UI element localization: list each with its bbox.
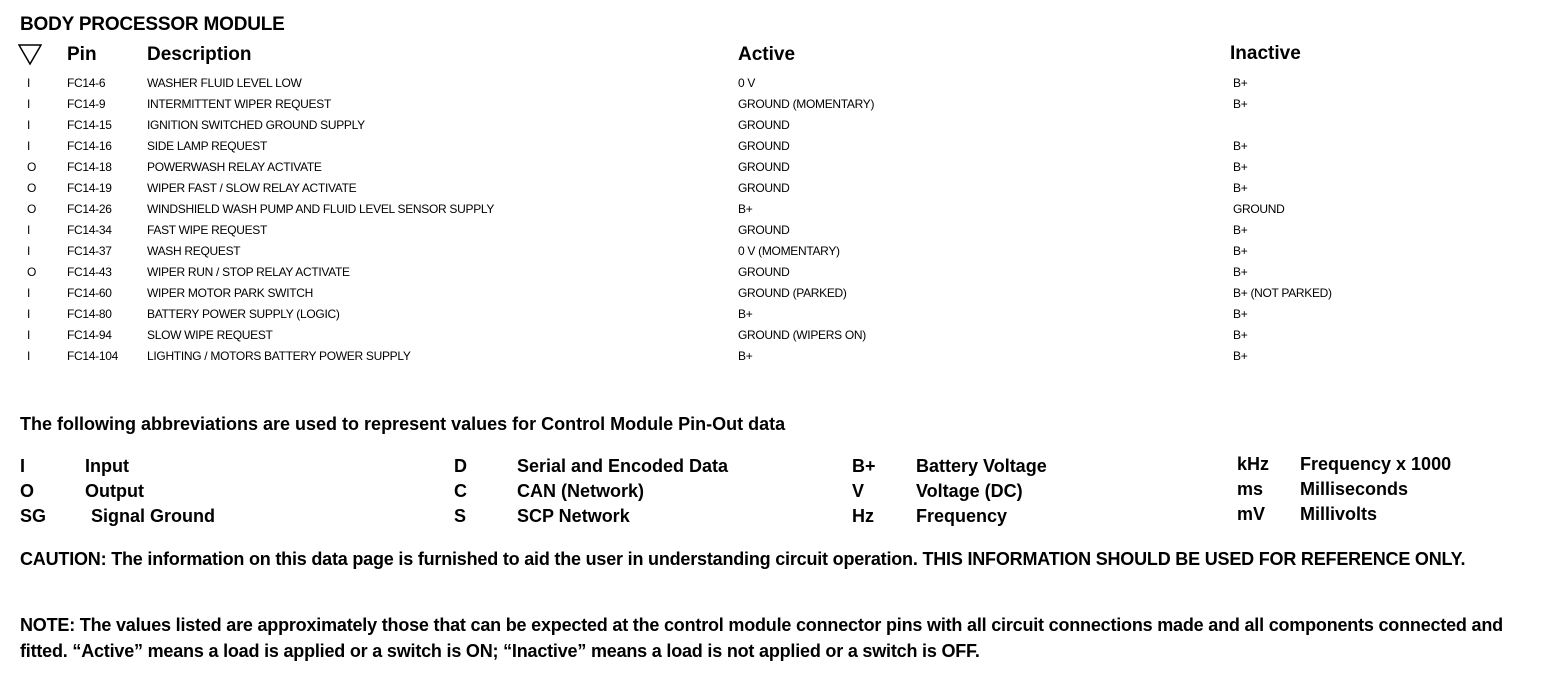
table-row xyxy=(0,160,1568,180)
pin-cell: FC14-43 xyxy=(67,265,112,279)
abbr-meaning: Battery Voltage xyxy=(916,456,1047,476)
page-title: BODY PROCESSOR MODULE xyxy=(20,14,285,35)
abbr-code: S xyxy=(454,506,467,526)
io-cell: I xyxy=(27,349,31,363)
table-row xyxy=(0,349,1568,369)
active-cell: B+ xyxy=(738,202,753,216)
inactive-cell: B+ xyxy=(1233,349,1248,363)
description-cell: WASH REQUEST xyxy=(147,244,241,258)
io-cell: I xyxy=(27,307,31,321)
inactive-cell: B+ xyxy=(1233,181,1248,195)
inactive-cell: B+ xyxy=(1233,139,1248,153)
table-row xyxy=(0,118,1568,138)
pin-cell: FC14-34 xyxy=(67,223,112,237)
inactive-cell: B+ xyxy=(1233,97,1248,111)
caution-text: CAUTION: The information on this data page is furnished to aid the user in understanding circuit operation. THIS INFORMATION SHOULD BE USED FOR REFERENCE ONLY. xyxy=(20,549,1466,569)
pin-cell: FC14-9 xyxy=(67,97,106,111)
active-cell: GROUND xyxy=(738,223,790,237)
inactive-cell: B+ xyxy=(1233,160,1248,174)
active-cell: GROUND xyxy=(738,118,790,132)
pin-cell: FC14-6 xyxy=(67,76,106,90)
active-cell: B+ xyxy=(738,349,753,363)
inactive-cell: B+ xyxy=(1233,265,1248,279)
io-cell: I xyxy=(27,244,31,258)
description-cell: WIPER FAST / SLOW RELAY ACTIVATE xyxy=(147,181,357,195)
active-cell: GROUND xyxy=(738,181,790,195)
pin-cell: FC14-19 xyxy=(67,181,112,195)
pin-cell: FC14-104 xyxy=(67,349,118,363)
header-inactive: Inactive xyxy=(1230,43,1301,64)
io-cell: I xyxy=(27,118,31,132)
abbr-meaning: Serial and Encoded Data xyxy=(517,456,729,476)
abbr-code: SG xyxy=(20,506,47,526)
header-pin: Pin xyxy=(67,44,97,65)
table-row xyxy=(0,244,1568,264)
inactive-cell: B+ xyxy=(1233,76,1248,90)
pin-cell: FC14-37 xyxy=(67,244,112,258)
abbr-meaning: Frequency xyxy=(916,506,1008,526)
description-cell: LIGHTING / MOTORS BATTERY POWER SUPPLY xyxy=(147,349,411,363)
pin-cell: FC14-15 xyxy=(67,118,112,132)
abbr-code: B+ xyxy=(852,456,876,476)
io-cell: I xyxy=(27,286,31,300)
description-cell: IGNITION SWITCHED GROUND SUPPLY xyxy=(147,118,365,132)
abbreviations-title: The following abbreviations are used to represent values for Control Module Pin-Out data xyxy=(20,414,786,434)
pin-cell: FC14-18 xyxy=(67,160,112,174)
pin-cell: FC14-16 xyxy=(67,139,112,153)
description-cell: WINDSHIELD WASH PUMP AND FLUID LEVEL SENSOR SUPPLY xyxy=(147,202,495,216)
io-cell: I xyxy=(27,139,31,153)
active-cell: B+ xyxy=(738,307,753,321)
abbr-code: ms xyxy=(1237,479,1264,499)
active-cell: GROUND xyxy=(738,265,790,279)
inactive-cell: B+ xyxy=(1233,244,1248,258)
abbr-code: I xyxy=(20,456,26,476)
inactive-cell: B+ xyxy=(1233,307,1248,321)
table-row xyxy=(0,307,1568,327)
abbr-code: O xyxy=(20,481,35,501)
table-row xyxy=(0,181,1568,201)
abbr-code: kHz xyxy=(1237,454,1270,474)
io-cell: I xyxy=(27,76,31,90)
active-cell: GROUND xyxy=(738,139,790,153)
pin-cell: FC14-94 xyxy=(67,328,112,342)
abbr-meaning: Millivolts xyxy=(1300,504,1378,524)
pin-cell: FC14-80 xyxy=(67,307,112,321)
abbr-code: C xyxy=(454,481,467,501)
pin-cell: FC14-60 xyxy=(67,286,112,300)
active-cell: GROUND (MOMENTARY) xyxy=(738,97,875,111)
io-cell: O xyxy=(27,181,37,195)
description-cell: WASHER FLUID LEVEL LOW xyxy=(147,76,302,90)
abbr-meaning: Output xyxy=(85,481,144,501)
table-row xyxy=(0,139,1568,159)
note-text: NOTE: The values listed are approximately those that can be expected at the control module connector pins with all circuit connections made and all components connected and fitted. “Active” means a load is applied or a switch is ON; “Inactive” means a load is not applied or a switch is OFF. xyxy=(20,615,1503,661)
abbr-code: Hz xyxy=(852,506,874,526)
header-active: Active xyxy=(738,44,796,65)
io-cell: O xyxy=(27,202,37,216)
abbr-meaning: Voltage (DC) xyxy=(916,481,1023,501)
io-cell: I xyxy=(27,223,31,237)
pin-cell: FC14-26 xyxy=(67,202,112,216)
io-cell: I xyxy=(27,328,31,342)
abbr-code: V xyxy=(852,481,865,501)
io-cell: I xyxy=(27,97,31,111)
active-cell: GROUND (WIPERS ON) xyxy=(738,328,866,342)
active-cell: 0 V xyxy=(738,76,756,90)
description-cell: SIDE LAMP REQUEST xyxy=(147,139,268,153)
table-row xyxy=(0,328,1568,348)
inactive-cell: B+ xyxy=(1233,328,1248,342)
active-cell: GROUND xyxy=(738,160,790,174)
triangle-down-icon xyxy=(18,44,42,66)
abbr-meaning: Input xyxy=(85,456,129,476)
description-cell: BATTERY POWER SUPPLY (LOGIC) xyxy=(147,307,340,321)
abbr-meaning: CAN (Network) xyxy=(517,481,645,501)
table-row xyxy=(0,286,1568,306)
abbr-meaning: Frequency x 1000 xyxy=(1300,454,1452,474)
table-row xyxy=(0,76,1568,96)
inactive-cell: GROUND xyxy=(1233,202,1285,216)
abbr-meaning: SCP Network xyxy=(517,506,630,526)
abbr-code: D xyxy=(454,456,467,476)
table-row xyxy=(0,223,1568,243)
description-cell: WIPER MOTOR PARK SWITCH xyxy=(147,286,313,300)
abbr-meaning: Milliseconds xyxy=(1300,479,1409,499)
description-cell: WIPER RUN / STOP RELAY ACTIVATE xyxy=(147,265,350,279)
io-cell: O xyxy=(27,265,37,279)
table-row xyxy=(0,97,1568,117)
description-cell: FAST WIPE REQUEST xyxy=(147,223,268,237)
io-cell: O xyxy=(27,160,37,174)
table-row xyxy=(0,202,1568,222)
description-cell: SLOW WIPE REQUEST xyxy=(147,328,273,342)
description-cell: INTERMITTENT WIPER REQUEST xyxy=(147,97,331,111)
abbr-meaning: Signal Ground xyxy=(91,506,215,526)
abbr-code: mV xyxy=(1237,504,1266,524)
header-description: Description xyxy=(147,44,252,65)
inactive-cell: B+ (NOT PARKED) xyxy=(1233,286,1332,300)
table-row xyxy=(0,265,1568,285)
active-cell: 0 V (MOMENTARY) xyxy=(738,244,840,258)
description-cell: POWERWASH RELAY ACTIVATE xyxy=(147,160,322,174)
active-cell: GROUND (PARKED) xyxy=(738,286,847,300)
inactive-cell: B+ xyxy=(1233,223,1248,237)
